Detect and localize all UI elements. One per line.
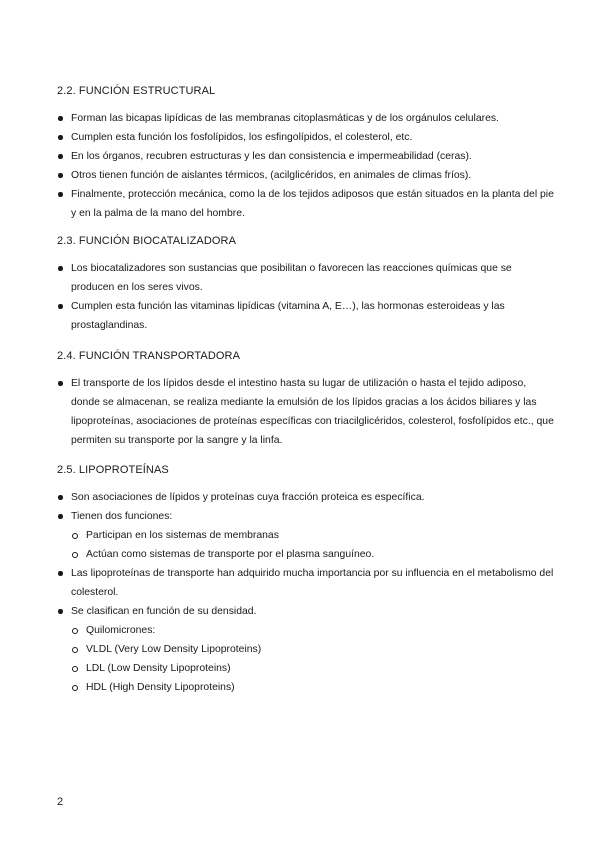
list-item: Son asociaciones de lípidos y proteínas cuya fracción proteica es específica.	[57, 488, 557, 507]
list-item: Los biocatalizadores son sustancias que posibilitan o favorecen las reacciones químicas que se producen en los seres vivos.	[57, 259, 557, 297]
bullet-list	[57, 259, 557, 335]
sub-list-item: LDL (Low Density Lipoproteins)	[57, 659, 557, 678]
list-item: Tienen dos funciones:	[57, 507, 557, 526]
section-heading: 2.3. FUNCIÓN BIOCATALIZADORA	[57, 235, 237, 247]
page-number: 2	[57, 796, 64, 808]
list-item: Las lipoproteínas de transporte han adquirido mucha importancia por su influencia en el metabolismo del colesterol.	[57, 564, 557, 602]
list-item: El transporte de los lípidos desde el intestino hasta su lugar de utilización o hasta el tejido adiposo, donde se almacenan, se realiza mediante la emulsión de los lípidos gracias a los ácidos biliares y las lipoproteínas, asociaciones de proteínas específicas con triacilglicéridos, colesterol, fosfolípidos etc., que permiten su transporte por la sangre y la linfa.	[57, 374, 557, 450]
sub-list-item: HDL (High Density Lipoproteins)	[57, 678, 557, 697]
section-transportadora	[57, 348, 557, 450]
section-heading: 2.5. LIPOPROTEÍNAS	[57, 464, 169, 476]
page-content	[57, 83, 557, 697]
section-heading: 2.2. FUNCIÓN ESTRUCTURAL	[57, 85, 216, 97]
section-heading: 2.4. FUNCIÓN TRANSPORTADORA	[57, 350, 241, 362]
sub-list-item: Actúan como sistemas de transporte por el plasma sanguíneo.	[57, 545, 557, 564]
list-item: En los órganos, recubren estructuras y les dan consistencia e impermeabilidad (ceras).	[57, 147, 557, 166]
section-lipoproteinas	[57, 462, 557, 697]
sub-list-item: VLDL (Very Low Density Lipoproteins)	[57, 640, 557, 659]
sub-list-item: Quilomicrones:	[57, 621, 557, 640]
list-item: Forman las bicapas lipídicas de las membranas citoplasmáticas y de los orgánulos celulares.	[57, 109, 557, 128]
list-item: Cumplen esta función las vitaminas lipídicas (vitamina A, E…), las hormonas esteroideas y las prostaglandinas.	[57, 297, 557, 335]
sub-list-item: Participan en los sistemas de membranas	[57, 526, 557, 545]
list-item: Otros tienen función de aislantes térmicos, (acilglicéridos, en animales de climas fríos).	[57, 166, 557, 185]
bullet-list	[57, 374, 557, 450]
list-item: Finalmente, protección mecánica, como la de los tejidos adiposos que están situados en la planta del pie y en la palma de la mano del hombre.	[57, 185, 557, 223]
list-item: Se clasifican en función de su densidad.	[57, 602, 557, 621]
bullet-list	[57, 109, 557, 223]
section-biocatalizadora	[57, 233, 557, 335]
list-item: Cumplen esta función los fosfolípidos, los esfingolípidos, el colesterol, etc.	[57, 128, 557, 147]
bullet-list	[57, 488, 557, 697]
section-estructural	[57, 83, 557, 223]
